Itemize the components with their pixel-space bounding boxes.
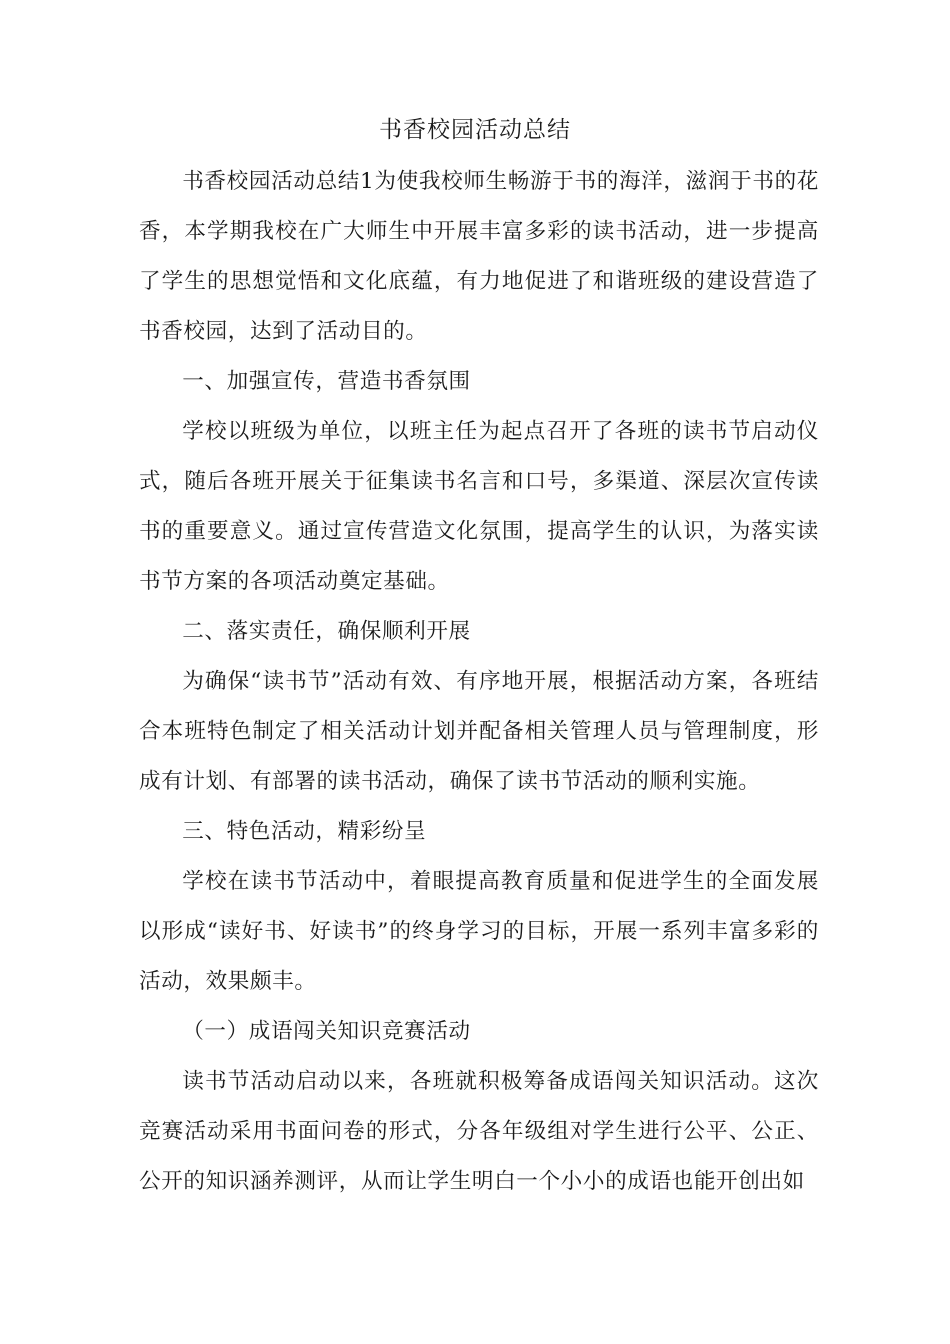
paragraph-intro: 书香校园活动总结1为使我校师生畅游于书的海洋，滋润于书的花香，本学期我校在广大师生中开展丰富多彩的读书活动，进一步提高了学生的思想觉悟和文化底蕴，有力地促进了和谐班级的建设营造了书香校园，达到了活动目的。 (139, 169, 819, 344)
subsection-heading-1: （一）成语闯关知识竞赛活动 (182, 1019, 471, 1044)
document-title: 书香校园活动总结 (379, 117, 571, 143)
section-heading-1: 一、加强宣传，营造书香氛围 (182, 369, 471, 394)
paragraph-section-1: 学校以班级为单位，以班主任为起点召开了各班的读书节启动仪式，随后各班开展关于征集读书名言和口号，多渠道、深层次宣传读书的重要意义。通过宣传营造文化氛围，提高学生的认识，为落实读书节方案的各项活动奠定基础。 (139, 419, 819, 594)
paragraph-section-2: 为确保“读书节”活动有效、有序地开展，根据活动方案，各班结合本班特色制定了相关活动计划并配备相关管理人员与管理制度，形成有计划、有部署的读书活动，确保了读书节活动的顺利实施。 (139, 669, 819, 794)
paragraph-subsection-1: 读书节活动启动以来，各班就积极筹备成语闯关知识活动。这次竞赛活动采用书面问卷的形式，分各年级组对学生进行公平、公正、公开的知识涵养测评，从而让学生明白一个小小的成语也能开创出如 (139, 1069, 819, 1194)
section-heading-3: 三、特色活动，精彩纷呈 (182, 819, 427, 844)
document-body (139, 157, 819, 1207)
paragraph-section-3: 学校在读书节活动中，着眼提高教育质量和促进学生的全面发展以形成“读好书、好读书”的终身学习的目标，开展一系列丰富多彩的活动，效果颇丰。 (139, 869, 819, 994)
section-heading-2: 二、落实责任，确保顺利开展 (182, 619, 471, 644)
